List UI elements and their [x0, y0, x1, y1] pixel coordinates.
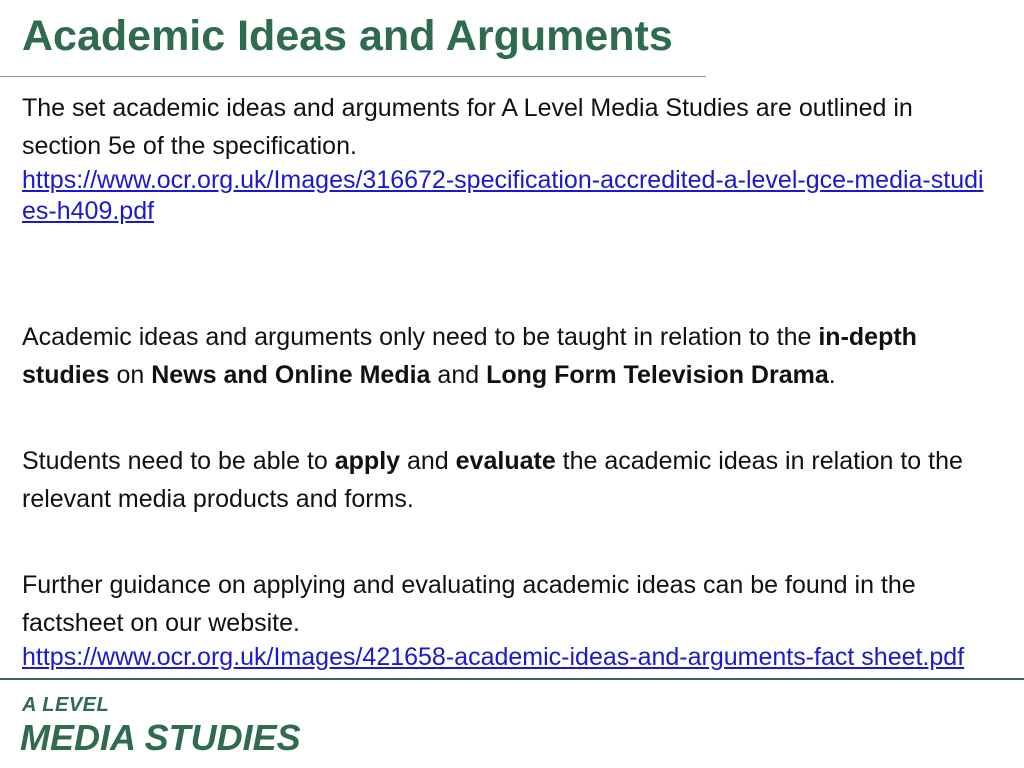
factsheet-link[interactable]: https://www.ocr.org.uk/Images/421658-academic-ideas-and-arguments-fact sheet.pdf	[22, 643, 965, 671]
apply-evaluate-paragraph	[22, 443, 997, 518]
guidance-text: Further guidance on applying and evaluating academic ideas can be found in the factsheet on our website.	[22, 571, 916, 637]
logo-title-text: MEDIA STUDIES	[20, 717, 301, 758]
in-depth-paragraph	[22, 319, 997, 394]
in-depth-bold-2: News and Online Media	[151, 360, 431, 389]
logo-level-text: A LEVEL	[22, 694, 110, 716]
slide-title: Academic Ideas and Arguments	[22, 12, 673, 60]
in-depth-text-3: and	[430, 360, 487, 389]
in-depth-text-2: on	[109, 360, 152, 389]
apply-bold: apply	[334, 447, 401, 475]
title-divider	[0, 76, 706, 77]
footer-divider	[0, 678, 1024, 680]
in-depth-text-1: Academic ideas and arguments only need to be taught in relation to the	[22, 323, 819, 351]
intro-paragraph	[22, 90, 997, 227]
slide-body	[22, 90, 997, 673]
apply-text-3: the academic ideas in relation to the relevant media products and forms.	[22, 447, 963, 513]
intro-text: The set academic ideas and arguments for A Level Media Studies are outlined in section 5e of the specification.	[22, 94, 913, 160]
media-studies-logo	[20, 694, 340, 760]
apply-text-2: and	[400, 447, 456, 475]
evaluate-bold: evaluate	[455, 447, 556, 475]
guidance-paragraph	[22, 567, 997, 673]
apply-text-1: Students need to be able to	[22, 447, 335, 475]
specification-link[interactable]: https://www.ocr.org.uk/Images/316672-specification-accredited-a-level-gce-media-studies-h409.pdf	[22, 166, 984, 225]
in-depth-bold-1: in-depth studies	[22, 323, 917, 389]
in-depth-bold-3: Long Form Television Drama	[486, 360, 829, 389]
in-depth-text-4: .	[828, 360, 836, 389]
